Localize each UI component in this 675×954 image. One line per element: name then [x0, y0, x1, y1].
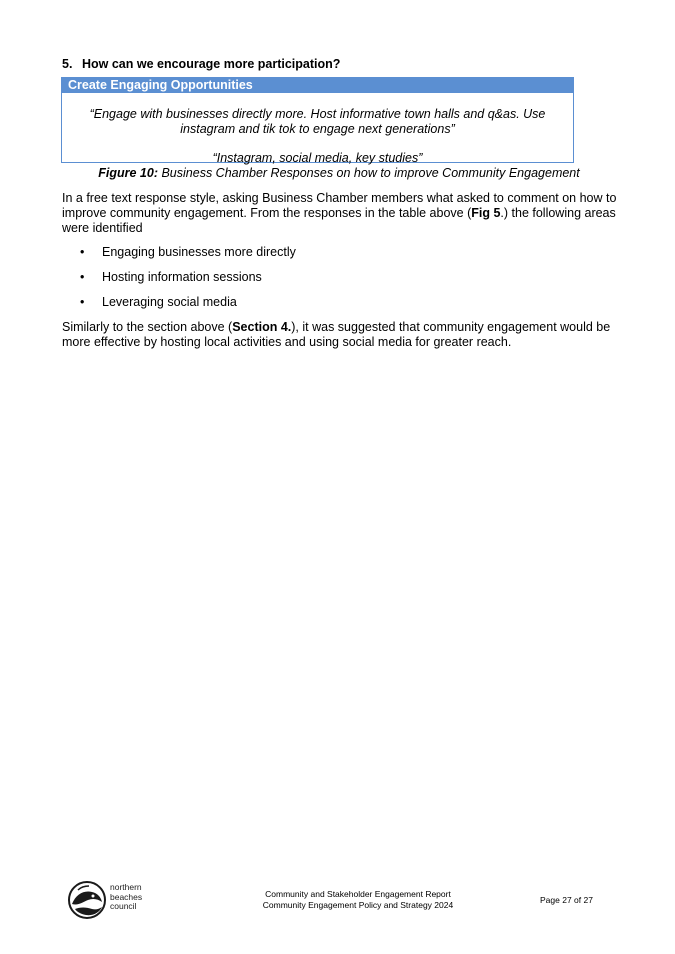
section-title: How can we encourage more participation?: [82, 57, 341, 71]
paragraph-1-text-a: In a free text response style, asking Business Chamber members what asked to comment on how to improve community engagement. From the responses in the table above (: [62, 191, 617, 220]
footer-title-line-2: Community Engagement Policy and Strategy 2024: [262, 900, 454, 910]
section-number: 5.: [62, 57, 73, 71]
council-logo-text: [110, 883, 142, 912]
figure-caption-text: Business Chamber Responses on how to improve Community Engagement: [158, 166, 580, 180]
paragraph-1: [62, 191, 618, 236]
quote-1: [62, 107, 573, 137]
figure-caption-label: Figure 10:: [98, 166, 158, 180]
page-number: Page 27 of 27: [540, 895, 593, 905]
section-heading: [62, 57, 340, 71]
quote-2: “Instagram, social media, key studies”: [212, 151, 423, 165]
paragraph-2-text-b: ), it was suggested that community engagement would be more effective by hosting local activities and using social media for greater reach.: [62, 320, 611, 349]
paragraph-1-text-b: .) the following areas were identified: [62, 206, 616, 235]
bullet-text: Engaging businesses more directly: [102, 245, 296, 259]
bullet-text: Leveraging social media: [102, 295, 237, 309]
paragraph-1-bold: Fig 5: [471, 206, 501, 220]
bullet-dot: •: [80, 270, 85, 284]
quote-1-line-2: instagram and tik tok to engage next generations”: [180, 122, 455, 136]
bullet-text: Hosting information sessions: [102, 270, 262, 284]
paragraph-2: [62, 320, 618, 350]
bullet-dot: •: [80, 295, 85, 309]
council-logo-icon: [66, 880, 108, 920]
bullet-dot: •: [80, 245, 85, 259]
quote-1-line-1: “Engage with businesses directly more. Host informative town halls and q&as. Use: [89, 107, 546, 121]
footer-title-line-1: Community and Stakeholder Engagement Report: [265, 889, 451, 899]
paragraph-2-text-a: Similarly to the section above (: [62, 320, 233, 334]
logo-line-2: beaches: [110, 891, 143, 902]
footer-title: [230, 889, 486, 911]
quote-box: [61, 77, 574, 163]
quote-box-header: Create Engaging Opportunities: [62, 78, 573, 93]
paragraph-2-bold: Section 4.: [232, 320, 292, 334]
logo-line-3: council: [110, 901, 137, 911]
figure-caption: [61, 166, 617, 180]
logo-line-1: northern: [110, 882, 142, 892]
